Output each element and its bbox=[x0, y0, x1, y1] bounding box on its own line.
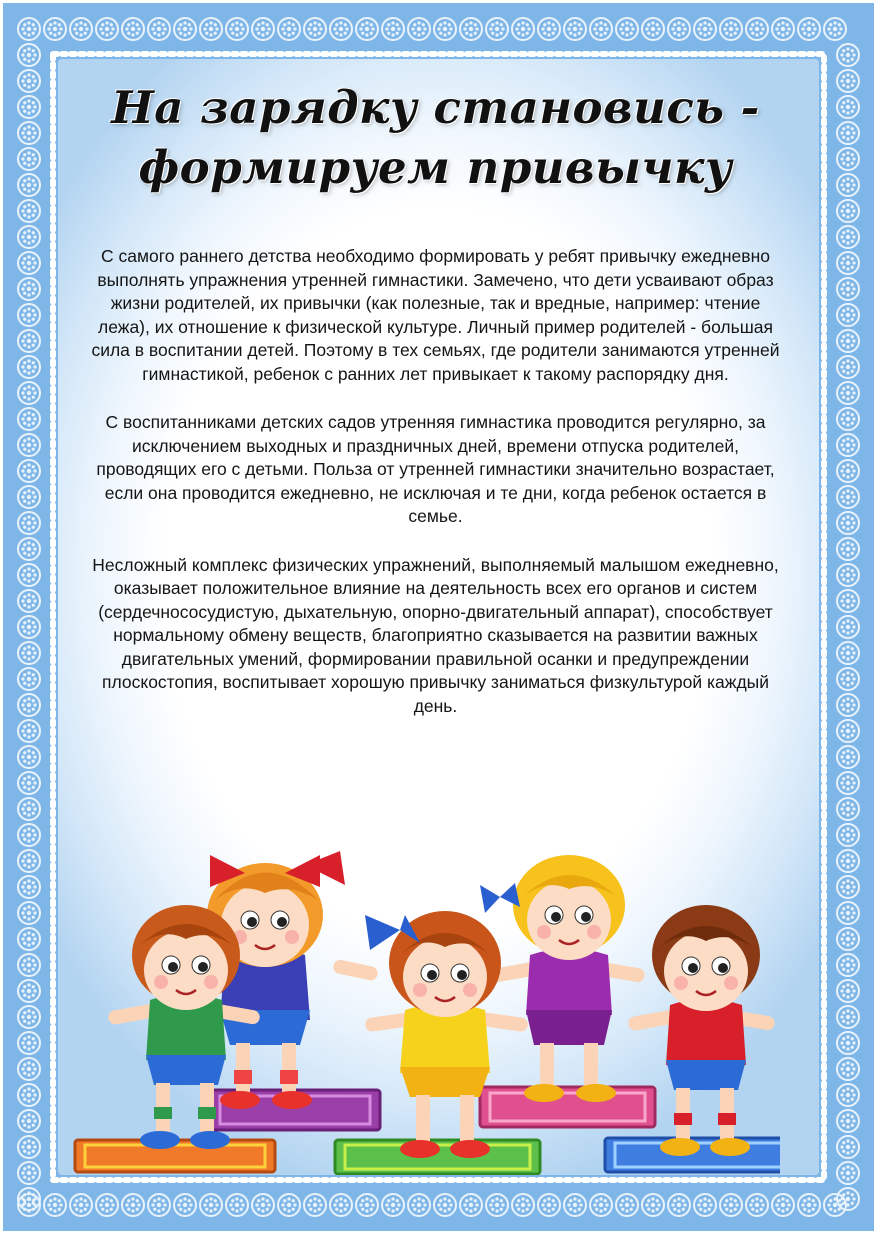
lace-motif bbox=[18, 226, 40, 248]
lace-motif bbox=[18, 746, 40, 768]
lace-motif bbox=[18, 1110, 40, 1132]
lace-motif bbox=[174, 18, 196, 40]
lace-motif bbox=[538, 1194, 560, 1216]
children-exercising-illustration bbox=[60, 815, 780, 1175]
lace-motif bbox=[837, 1188, 859, 1210]
lace-motif bbox=[18, 356, 40, 378]
lace-motif bbox=[837, 304, 859, 326]
lace-motif bbox=[694, 18, 716, 40]
lace-motif bbox=[18, 382, 40, 404]
lace-motif bbox=[122, 18, 144, 40]
lace-motif bbox=[434, 1194, 456, 1216]
lace-motif bbox=[18, 512, 40, 534]
lace-motif bbox=[837, 824, 859, 846]
lace-motif bbox=[837, 122, 859, 144]
lace-motif bbox=[18, 486, 40, 508]
lace-motif bbox=[70, 1194, 92, 1216]
lace-motif bbox=[642, 18, 664, 40]
lace-motif bbox=[486, 18, 508, 40]
lace-motif bbox=[18, 1058, 40, 1080]
lace-motif bbox=[356, 18, 378, 40]
lace-motif bbox=[837, 876, 859, 898]
lace-motif bbox=[18, 564, 40, 586]
lace-motif bbox=[18, 1162, 40, 1184]
lace-motif bbox=[18, 668, 40, 690]
lace-motif bbox=[837, 746, 859, 768]
lace-motif bbox=[18, 538, 40, 560]
lace-motif bbox=[590, 18, 612, 40]
lace-motif bbox=[18, 252, 40, 274]
lace-motif bbox=[18, 954, 40, 976]
lace-motif bbox=[460, 1194, 482, 1216]
lace-motif bbox=[720, 18, 742, 40]
lace-motif bbox=[18, 616, 40, 638]
lace-motif bbox=[746, 18, 768, 40]
lace-motif bbox=[18, 122, 40, 144]
lace-motif bbox=[720, 1194, 742, 1216]
lace-motif bbox=[226, 1194, 248, 1216]
paragraph-2: С воспитанниками детских садов утренняя гимнастика проводится регулярно, за исключением выходных и праздничных дней, времени отпуска родителей, проводящих его с детьми. Польза от утренней гимнастики значительно возрастает, если она проводится ежедневно, не исключая и те дни, когда ребенок остается в семье. bbox=[96, 412, 775, 526]
lace-motif bbox=[590, 1194, 612, 1216]
lace-motif bbox=[837, 1110, 859, 1132]
lace-motif bbox=[694, 1194, 716, 1216]
page-title: На зарядку становись - формируем привычку bbox=[111, 81, 760, 194]
lace-motif bbox=[668, 18, 690, 40]
lace-motif bbox=[824, 1194, 846, 1216]
lace-motif bbox=[18, 304, 40, 326]
lace-motif bbox=[837, 642, 859, 664]
lace-motif bbox=[837, 590, 859, 612]
lace-motif bbox=[44, 18, 66, 40]
lace-motif bbox=[252, 18, 274, 40]
lace-motif bbox=[252, 1194, 274, 1216]
lace-motif bbox=[174, 1194, 196, 1216]
lace-motif bbox=[278, 18, 300, 40]
lace-motif bbox=[148, 1194, 170, 1216]
lace-motif bbox=[18, 278, 40, 300]
lace-motif bbox=[616, 1194, 638, 1216]
lace-motif bbox=[434, 18, 456, 40]
lace-motif bbox=[512, 1194, 534, 1216]
lace-motif bbox=[837, 70, 859, 92]
lace-motif bbox=[798, 18, 820, 40]
lace-motif bbox=[837, 1058, 859, 1080]
lace-motif bbox=[564, 1194, 586, 1216]
lace-motif bbox=[200, 1194, 222, 1216]
lace-motif bbox=[96, 18, 118, 40]
lace-motif bbox=[330, 1194, 352, 1216]
lace-motif bbox=[18, 642, 40, 664]
lace-motif bbox=[148, 18, 170, 40]
lace-motif bbox=[837, 1136, 859, 1158]
lace-motif bbox=[746, 1194, 768, 1216]
lace-motif bbox=[44, 1194, 66, 1216]
lace-motif bbox=[18, 460, 40, 482]
lace-motif bbox=[330, 18, 352, 40]
lace-motif bbox=[18, 1136, 40, 1158]
lace-motif bbox=[460, 18, 482, 40]
lace-motif bbox=[837, 1032, 859, 1054]
lace-motif bbox=[837, 538, 859, 560]
lace-motif bbox=[18, 798, 40, 820]
lace-motif bbox=[837, 668, 859, 690]
lace-motif bbox=[837, 694, 859, 716]
lace-motif bbox=[122, 1194, 144, 1216]
lace-motif bbox=[642, 1194, 664, 1216]
lace-motif bbox=[837, 252, 859, 274]
lace-motif bbox=[837, 356, 859, 378]
lace-motif bbox=[772, 18, 794, 40]
lace-motif bbox=[837, 772, 859, 794]
lace-motif bbox=[18, 330, 40, 352]
lace-motif bbox=[798, 1194, 820, 1216]
lace-motif bbox=[382, 18, 404, 40]
lace-motif bbox=[837, 564, 859, 586]
lace-motif bbox=[200, 18, 222, 40]
lace-motif bbox=[18, 18, 40, 40]
lace-motif bbox=[837, 44, 859, 66]
lace-motif bbox=[18, 148, 40, 170]
lace-motif bbox=[837, 1084, 859, 1106]
lace-motif bbox=[772, 1194, 794, 1216]
lace-motif bbox=[837, 798, 859, 820]
lace-motif bbox=[18, 1084, 40, 1106]
lace-motif bbox=[18, 590, 40, 612]
lace-motif bbox=[837, 434, 859, 456]
lace-motif bbox=[18, 200, 40, 222]
lace-motif bbox=[18, 1006, 40, 1028]
lace-motif bbox=[18, 44, 40, 66]
lace-motif bbox=[837, 278, 859, 300]
lace-motif bbox=[837, 928, 859, 950]
lace-motif bbox=[837, 616, 859, 638]
lace-motif bbox=[837, 96, 859, 118]
lace-motif bbox=[486, 1194, 508, 1216]
lace-motif bbox=[18, 850, 40, 872]
lace-motif bbox=[278, 1194, 300, 1216]
article-body bbox=[85, 245, 786, 743]
lace-motif bbox=[96, 1194, 118, 1216]
lace-motif bbox=[837, 226, 859, 248]
lace-motif bbox=[837, 850, 859, 872]
lace-motif bbox=[18, 408, 40, 430]
lace-motif bbox=[837, 460, 859, 482]
lace-motif bbox=[837, 174, 859, 196]
lace-motif bbox=[18, 694, 40, 716]
lace-motif bbox=[408, 18, 430, 40]
lace-motif bbox=[304, 1194, 326, 1216]
lace-motif bbox=[18, 902, 40, 924]
lace-motif bbox=[70, 18, 92, 40]
lace-motif bbox=[382, 1194, 404, 1216]
lace-motif bbox=[18, 876, 40, 898]
lace-motif bbox=[824, 18, 846, 40]
lace-motif bbox=[512, 18, 534, 40]
lace-motif bbox=[18, 70, 40, 92]
lace-motif bbox=[18, 928, 40, 950]
lace-motif bbox=[837, 486, 859, 508]
lace-motif bbox=[837, 512, 859, 534]
lace-motif bbox=[304, 18, 326, 40]
lace-motif bbox=[837, 330, 859, 352]
lace-motif bbox=[18, 434, 40, 456]
lace-motif bbox=[616, 18, 638, 40]
lace-motif bbox=[668, 1194, 690, 1216]
lace-motif bbox=[564, 18, 586, 40]
lace-motif bbox=[18, 772, 40, 794]
lace-motif bbox=[837, 1162, 859, 1184]
lace-motif bbox=[837, 902, 859, 924]
lace-motif bbox=[837, 382, 859, 404]
lace-motif bbox=[408, 1194, 430, 1216]
lace-motif bbox=[837, 200, 859, 222]
lace-motif bbox=[18, 96, 40, 118]
lace-motif bbox=[837, 408, 859, 430]
lace-motif bbox=[226, 18, 248, 40]
lace-motif bbox=[538, 18, 560, 40]
lace-motif bbox=[18, 1032, 40, 1054]
lace-motif bbox=[837, 148, 859, 170]
lace-motif bbox=[356, 1194, 378, 1216]
lace-motif bbox=[18, 174, 40, 196]
lace-motif bbox=[837, 720, 859, 742]
paragraph-3: Несложный комплекс физических упражнений, выполняемый малышом ежедневно, оказывает положительное влияние на деятельность всех его органов и систем (сердечнососудистую, дыхательную, опорно-двигательный аппарат), способствует нормальному обмену веществ, благоприятно сказывается на развитии важных двигательных умений, формировании правильной осанки и предупреждении плоскостопия, воспитывает хорошую привычку заниматься физкультурой каждый день. bbox=[92, 554, 779, 716]
lace-motif bbox=[18, 980, 40, 1002]
lace-motif bbox=[18, 824, 40, 846]
lace-motif bbox=[18, 720, 40, 742]
lace-motif bbox=[837, 980, 859, 1002]
paragraph-1: С самого раннего детства необходимо формировать у ребят привычку ежедневно выполнять упражнения утренней гимнастики. Замечено, что дети усваивают образ жизни родителей, их привычки (как полезные, так и вредные, например: чтение лежа), их отношение к физической культуре. Личный пример родителей - большая сила в воспитании детей. Поэтому в тех семьях, где родители занимаются утренней гимнастикой, ребенок с ранних лет привыкает к такому распорядку дня. bbox=[91, 246, 780, 384]
lace-motif bbox=[837, 1006, 859, 1028]
lace-motif bbox=[837, 954, 859, 976]
